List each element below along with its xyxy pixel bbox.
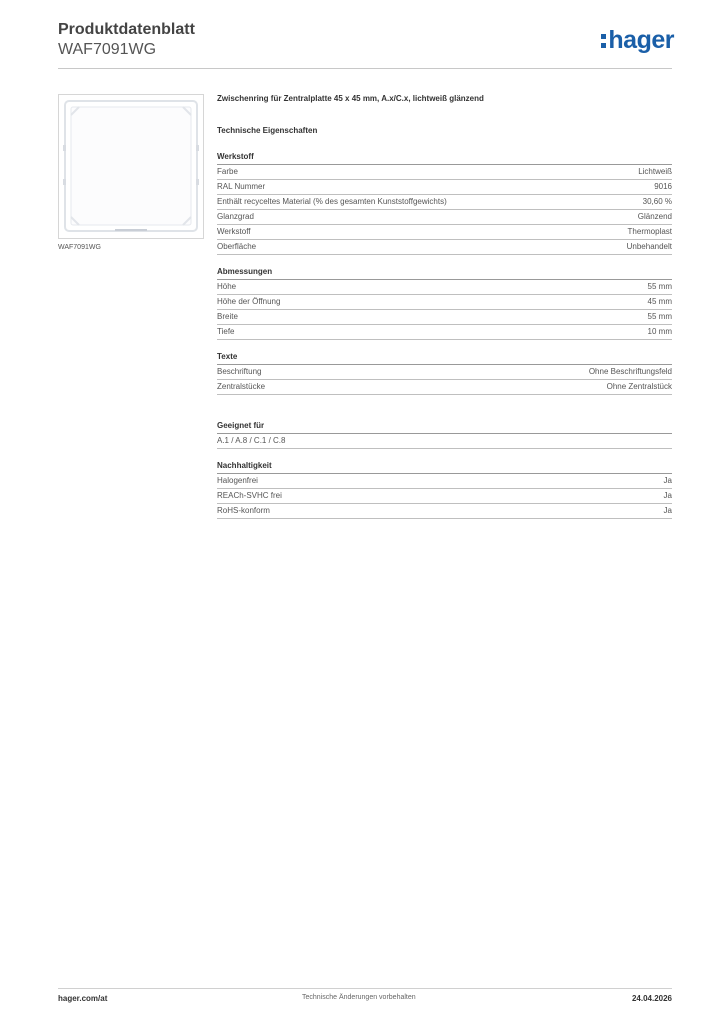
- page-footer: [58, 994, 672, 1008]
- image-caption: WAF7091WG: [58, 244, 101, 251]
- table-row: [217, 165, 672, 180]
- table-row: [217, 474, 672, 489]
- row-label: Werkstoff: [217, 227, 251, 236]
- row-value: Unbehandelt: [626, 242, 672, 251]
- row-label: RAL Nummer: [217, 182, 266, 191]
- footer-notice: Technische Änderungen vorbehalten: [302, 994, 416, 1001]
- logo-colon-icon: [601, 30, 606, 52]
- row-value: 30,60 %: [642, 197, 672, 206]
- row-value: 9016: [654, 182, 672, 191]
- product-image: [58, 94, 204, 239]
- tech-properties-title: Technische Eigenschaften: [217, 126, 318, 135]
- row-label: Tiefe: [217, 327, 235, 336]
- row-label: Glanzgrad: [217, 212, 254, 221]
- table-row: [217, 195, 672, 210]
- row-value: Ohne Beschriftungsfeld: [588, 367, 672, 376]
- table-row: [217, 489, 672, 504]
- row-value: Ohne Zentralstück: [606, 382, 672, 391]
- row-value: 55 mm: [647, 312, 672, 321]
- section-title: Texte: [217, 351, 672, 365]
- logo-text: hager: [608, 26, 674, 54]
- row-label: Höhe der Öffnung: [217, 297, 281, 306]
- row-label: Enthält recyceltes Material (% des gesamten Kunststoffgewichts): [217, 197, 447, 206]
- row-value: Ja: [663, 476, 672, 485]
- section-nachhaltigkeit: [217, 460, 672, 519]
- row-value: 10 mm: [647, 327, 672, 336]
- section-title: Nachhaltigkeit: [217, 460, 672, 474]
- section-title: Werkstoff: [217, 151, 672, 165]
- product-details: [217, 94, 672, 519]
- product-description: Zwischenring für Zentralplatte 45 x 45 mm, A.x/C.x, lichtweiß glänzend: [217, 94, 484, 103]
- table-row: [217, 225, 672, 240]
- section-abmessungen: [217, 266, 672, 340]
- row-label: A.1 / A.8 / C.1 / C.8: [217, 436, 286, 445]
- article-number: WAF7091WG: [58, 41, 157, 58]
- table-row: [217, 380, 672, 395]
- table-row: [217, 180, 672, 195]
- row-label: Beschriftung: [217, 367, 262, 376]
- footer-website-link[interactable]: hager.com/at: [58, 994, 108, 1003]
- row-value: 55 mm: [647, 282, 672, 291]
- table-row: [217, 280, 672, 295]
- table-row: [217, 434, 672, 449]
- section-werkstoff: [217, 151, 672, 255]
- table-row: [217, 240, 672, 255]
- row-value: Thermoplast: [627, 227, 672, 236]
- row-label: Oberfläche: [217, 242, 257, 251]
- section-title: Abmessungen: [217, 266, 672, 280]
- row-value: Glänzend: [637, 212, 672, 221]
- hager-logo: [601, 26, 674, 55]
- row-label: RoHS-konform: [217, 506, 270, 515]
- section-geeignet: [217, 420, 672, 449]
- row-label: Breite: [217, 312, 238, 321]
- section-texte: [217, 351, 672, 395]
- table-row: [217, 325, 672, 340]
- row-value: Ja: [663, 506, 672, 515]
- footer-divider: [58, 988, 672, 989]
- document-title: Produktdatenblatt: [58, 21, 195, 38]
- frame-ring-icon: [59, 95, 203, 238]
- table-row: [217, 365, 672, 380]
- row-value: 45 mm: [647, 297, 672, 306]
- footer-date: 24.04.2026: [631, 994, 672, 1003]
- table-row: [217, 210, 672, 225]
- document-header: [58, 20, 195, 60]
- row-label: REACh-SVHC frei: [217, 491, 282, 500]
- row-label: Farbe: [217, 167, 238, 176]
- section-title: Geeignet für: [217, 420, 672, 434]
- header-divider: [58, 68, 672, 69]
- row-label: Halogenfrei: [217, 476, 258, 485]
- table-row: [217, 504, 672, 519]
- table-row: [217, 295, 672, 310]
- row-label: Zentralstücke: [217, 382, 266, 391]
- table-row: [217, 310, 672, 325]
- row-value: Ja: [663, 491, 672, 500]
- row-value: Lichtweiß: [638, 167, 672, 176]
- row-label: Höhe: [217, 282, 237, 291]
